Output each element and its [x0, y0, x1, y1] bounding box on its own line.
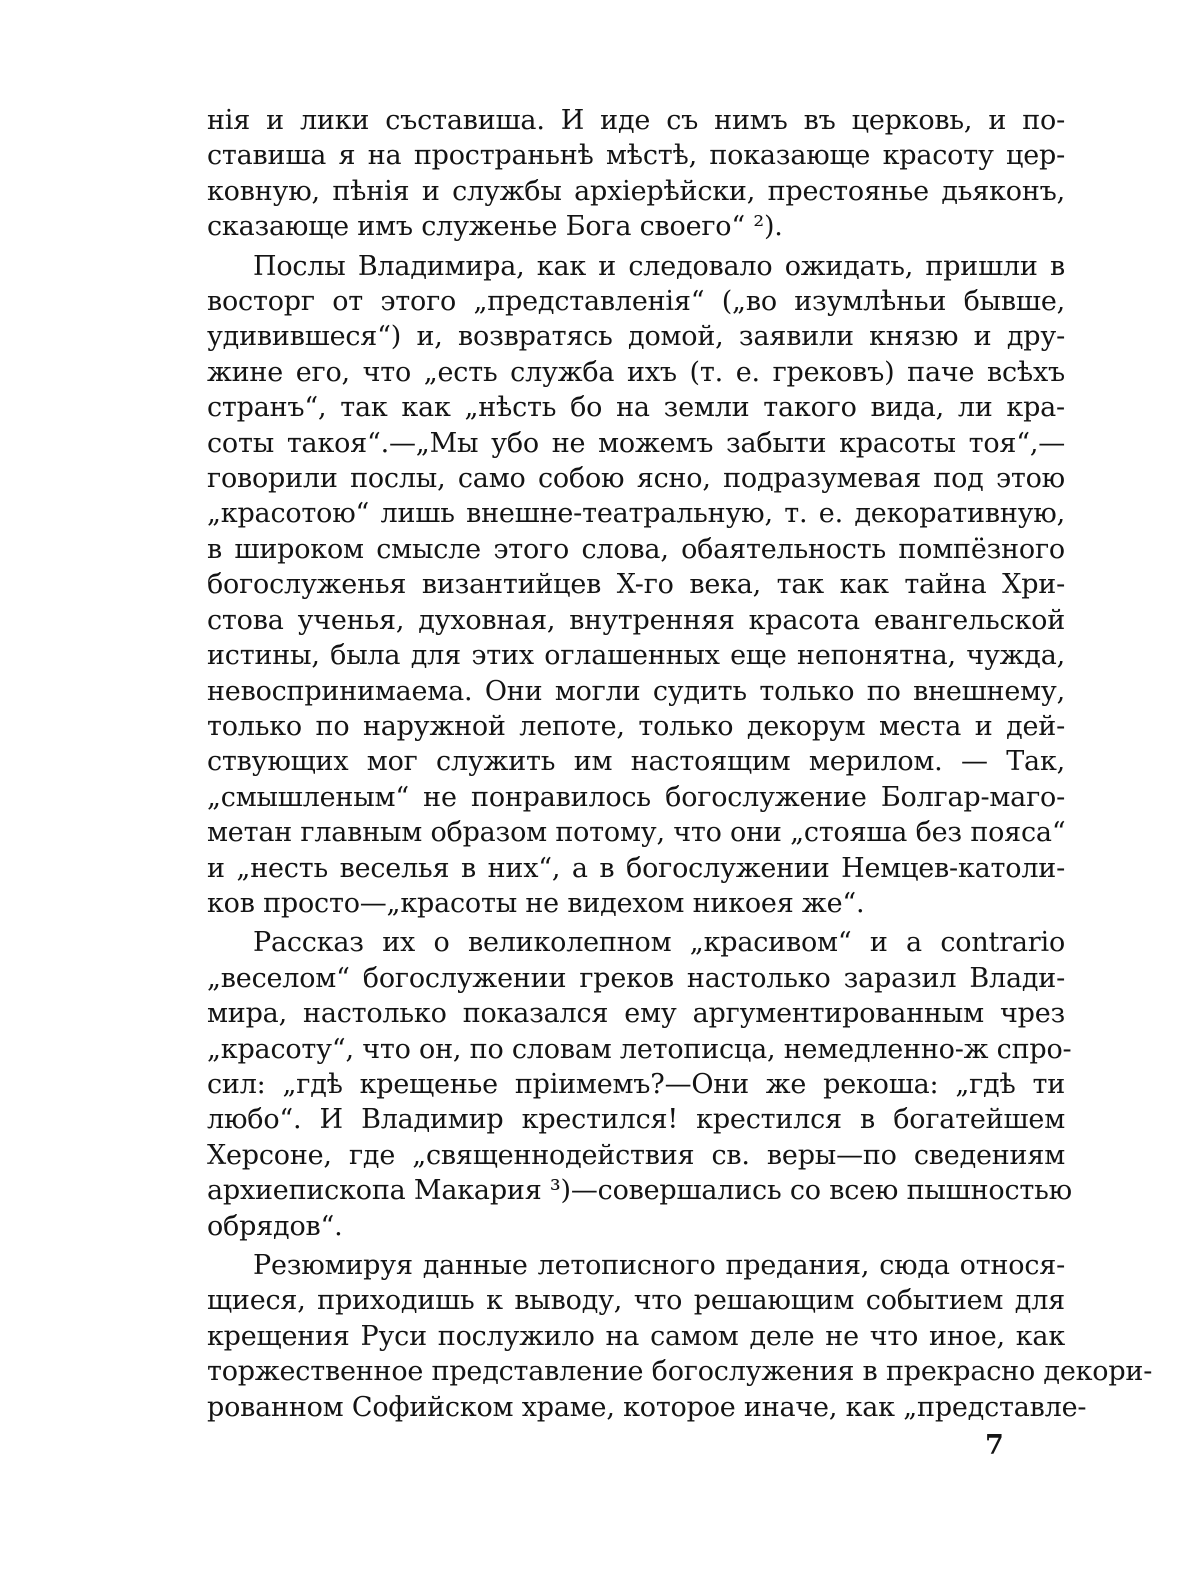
text-line: архиепископа Макария ³)—совершались со всею пышностью — [207, 1175, 1072, 1207]
text-line: рованном Софийском храме, которое иначе, как „представле- — [207, 1391, 1087, 1423]
text-line: ковную, пѣнія и службы архіерѣйски, престоянье дьяконъ, — [207, 175, 1065, 207]
text-line: „красотою“ лишь внешне-театральную, т. е. декоративную, — [207, 498, 1065, 530]
text-line: любо“. И Владимир крестился! крестился в богатейшем — [207, 1104, 1065, 1136]
text-line: и „несть веселья в них“, а в богослужении Немцев-католи- — [207, 852, 1065, 884]
text-line: ствующих мог служить им настоящим мерилом. — Так, — [207, 746, 1065, 778]
text-line: Резюмируя данные летописного предания, сюда относя- — [253, 1250, 1065, 1281]
text-line: странъ“, так как „нѣсть бо на земли такого вида, ли кра- — [207, 392, 1065, 424]
page-body — [207, 103, 1153, 1425]
paragraph-4 — [207, 1248, 1153, 1425]
text-line: истины, была для этих оглашенных еще непонятна, чужда, — [207, 640, 1065, 672]
text-line: обрядов“. — [207, 1210, 343, 1242]
text-line: „веселом“ богослужении греков настолько заразил Влади- — [207, 962, 1065, 994]
text-line: стова ученья, духовная, внутренняя красота евангельской — [207, 604, 1065, 636]
text-line: сил: „гдѣ крещенье пріимемъ?—Они же рекоша: „гдѣ ти — [207, 1068, 1065, 1100]
paragraph-2 — [207, 249, 1065, 922]
page-number: 7 — [985, 1430, 1004, 1461]
text-line: „красоту“, что он, по словам летописца, немедленно-ж спро- — [207, 1033, 1072, 1065]
text-line: крещения Руси послужило на самом деле не что иное, как — [207, 1320, 1065, 1352]
text-line: удивившеся“) и, возвратясь домой, заявили князю и дру- — [207, 321, 1065, 353]
text-line: торжественное представление богослужения в прекрасно декори- — [207, 1356, 1153, 1388]
text-line: щиеся, приходишь к выводу, что решающим событием для — [207, 1285, 1065, 1317]
text-line: „смышленым“ не понравилось богослужение Болгар-маго- — [207, 781, 1065, 813]
text-line: мира, настолько показался ему аргументированным чрез — [207, 998, 1065, 1030]
text-line: жине его, что „есть служба ихъ (т. е. грековъ) паче всѣхъ — [207, 356, 1065, 388]
text-line: говорили послы, само собою ясно, подразумевая под этою — [207, 463, 1065, 495]
text-line: нія и лики съставиша. И иде съ нимъ въ церковь, и по- — [207, 105, 1065, 136]
text-line: ставиша я на пространьнѣ мѣстѣ, показающе красоту цер- — [207, 140, 1065, 172]
paragraph-1 — [207, 103, 1065, 245]
text-line: богослуженья византийцев X-го века, так как тайна Хри- — [207, 569, 1065, 601]
text-line: сказающе имъ служенье Бога своего“ ²). — [207, 211, 783, 243]
text-line: только по наружной лепоте, только декорум места и дей- — [207, 710, 1065, 742]
paragraph-3 — [207, 925, 1072, 1244]
text-line: соты такоя“.—„Мы убо не можемъ забыти красоты тоя“,— — [207, 427, 1065, 459]
text-line: невоспринимаема. Они могли судить только по внешнему, — [207, 675, 1065, 707]
text-line: восторг от этого „представленія“ („во изумлѣньи бывше, — [207, 286, 1065, 318]
text-line: метан главным образом потому, что они „стояша без пояса“ — [207, 817, 1066, 849]
text-line: Херсоне, где „священнодействия св. веры—по сведениям — [207, 1139, 1065, 1171]
text-line: Послы Владимира, как и следовало ожидать, пришли в — [253, 250, 1065, 282]
text-line: в широком смысле этого слова, обаятельность помпёзного — [207, 533, 1065, 565]
text-line: ков просто—„красоты не видехом никоея же“. — [207, 887, 865, 919]
text-line: Рассказ их о великолепном „красивом“ и a contrario — [253, 927, 1065, 959]
